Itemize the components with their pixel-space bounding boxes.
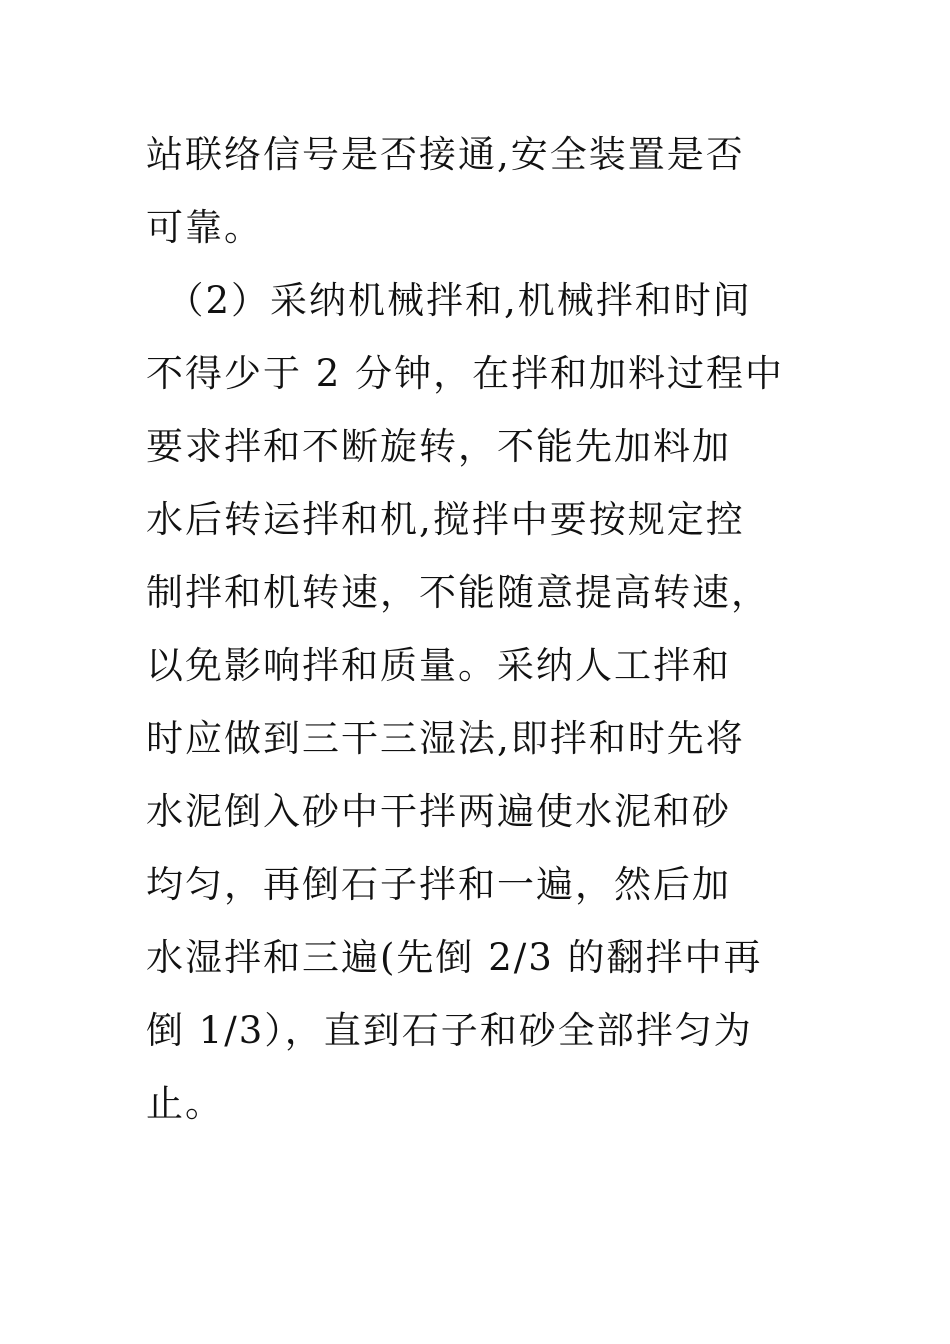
text-line-3: （2）采纳机械拌和,机械拌和时间 — [146, 279, 752, 322]
text-line-1: 站联络信号是否接通,安全装置是否 — [146, 133, 745, 176]
text-line-9: 时应做到三干三湿法,即拌和时先将 — [146, 717, 745, 760]
text-line-12: 水湿拌和三遍(先倒 2/3 的翻拌中再 — [146, 936, 763, 979]
body-text — [146, 118, 846, 1140]
text-line-11: 均匀，再倒石子拌和一遍，然后加 — [146, 863, 731, 906]
text-line-10: 水泥倒入砂中干拌两遍使水泥和砂 — [146, 790, 731, 833]
text-line-2: 可靠。 — [146, 206, 263, 249]
text-line-6: 水后转运拌和机,搅拌中要按规定控 — [146, 498, 745, 541]
text-line-5: 要求拌和不断旋转，不能先加料加 — [146, 425, 731, 468]
text-line-13: 倒 1/3），直到石子和砂全部拌匀为 — [146, 1009, 753, 1052]
text-line-8: 以免影响拌和质量。采纳人工拌和 — [146, 644, 731, 687]
text-line-14: 止。 — [146, 1082, 224, 1125]
text-line-4: 不得少于 2 分钟，在拌和加料过程中 — [146, 352, 785, 395]
text-line-7: 制拌和机转速，不能随意提高转速， — [146, 571, 770, 614]
